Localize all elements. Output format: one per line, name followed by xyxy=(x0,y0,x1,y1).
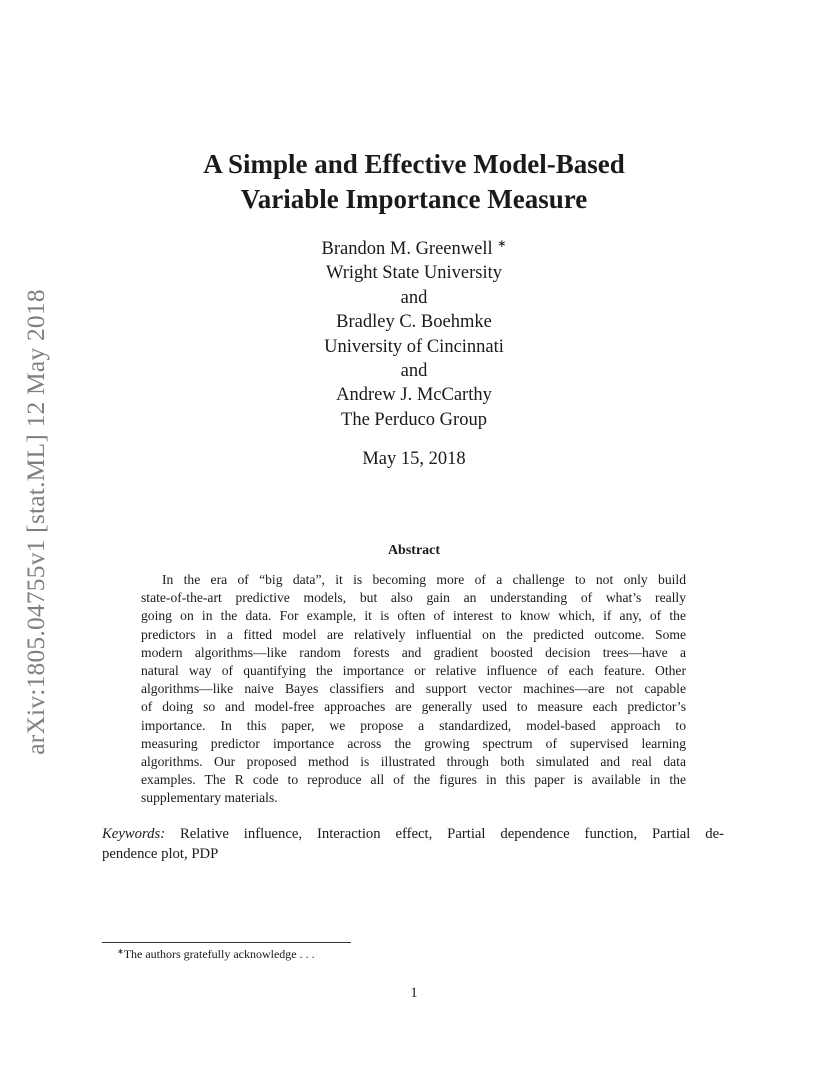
arxiv-identifier-text: arXiv:1805.04755v1 [stat.ML] 12 May 2018 xyxy=(21,289,50,755)
author-line: The Perduco Group xyxy=(341,409,487,430)
abstract-line: In the era of “big data”, it is becoming more of a challenge to not only build xyxy=(162,572,686,587)
page-number: 1 xyxy=(410,985,418,1001)
author-line: and xyxy=(400,361,428,382)
title-line-1: A Simple and Effective Model-Based xyxy=(203,149,625,179)
footnote xyxy=(117,946,315,962)
paper-date: May 15, 2018 xyxy=(362,449,466,469)
abstract-body xyxy=(141,571,686,808)
abstract-line: algorithms. Our proposed method is illustrated through both simulated and real data xyxy=(141,754,686,770)
keywords-block xyxy=(102,825,724,864)
abstract-line: state-of-the-art predictive models, but also gain an understanding of what’s really xyxy=(141,590,686,606)
abstract-line: importance. In this paper, we propose a standardized, model-based approach to xyxy=(141,717,686,733)
keywords-line xyxy=(102,825,724,845)
keywords-label: Keywords: xyxy=(102,826,166,842)
footnote-mark: ∗ xyxy=(117,947,124,956)
author-line: Wright State University xyxy=(325,263,502,284)
footnote-mark: ∗ xyxy=(497,238,507,250)
abstract-line: measuring predictor importance across the growing spectrum of supervised learning xyxy=(141,735,686,751)
author-line: Brandon M. Greenwell ∗ xyxy=(321,238,507,259)
author-line: and xyxy=(400,287,428,308)
paper-title xyxy=(0,147,828,217)
abstract-line: natural way of quantifying the importance or relative influence of each feature. Other xyxy=(141,663,686,679)
author-block xyxy=(0,237,828,432)
footnote-divider xyxy=(102,942,351,943)
abstract-line: modern algorithms—like random forests and gradient boosted decision trees—have a xyxy=(141,644,686,660)
author-line: Andrew J. McCarthy xyxy=(336,385,492,406)
abstract-line: of doing so and model-free approaches are generally used to measure each predictor’s xyxy=(141,699,686,715)
abstract-line: supplementary materials. xyxy=(141,790,278,806)
abstract-line: algorithms—like naive Bayes classifiers and support vector machines—are not capable xyxy=(141,681,686,697)
keywords-line: pendence plot, PDP xyxy=(102,845,219,862)
abstract-line: predictors in a fitted model are relatively influential on the predicted outcome. Some xyxy=(141,626,686,642)
keywords-text: Relative influence, Interaction effect, Partial dependence function, Partial de- xyxy=(179,826,724,842)
author-line: Bradley C. Boehmke xyxy=(336,312,492,333)
abstract-heading: Abstract xyxy=(387,543,441,558)
abstract-line: examples. The R code to reproduce all of the figures in this paper is available in the xyxy=(141,772,686,788)
author-line: University of Cincinnati xyxy=(324,336,504,357)
title-line-2: Variable Importance Measure xyxy=(240,184,588,214)
footnote-text: The authors gratefully acknowledge . . . xyxy=(123,947,315,961)
abstract-line: going on in the data. For example, it is often of interest to know which, if any, of the xyxy=(141,608,686,624)
